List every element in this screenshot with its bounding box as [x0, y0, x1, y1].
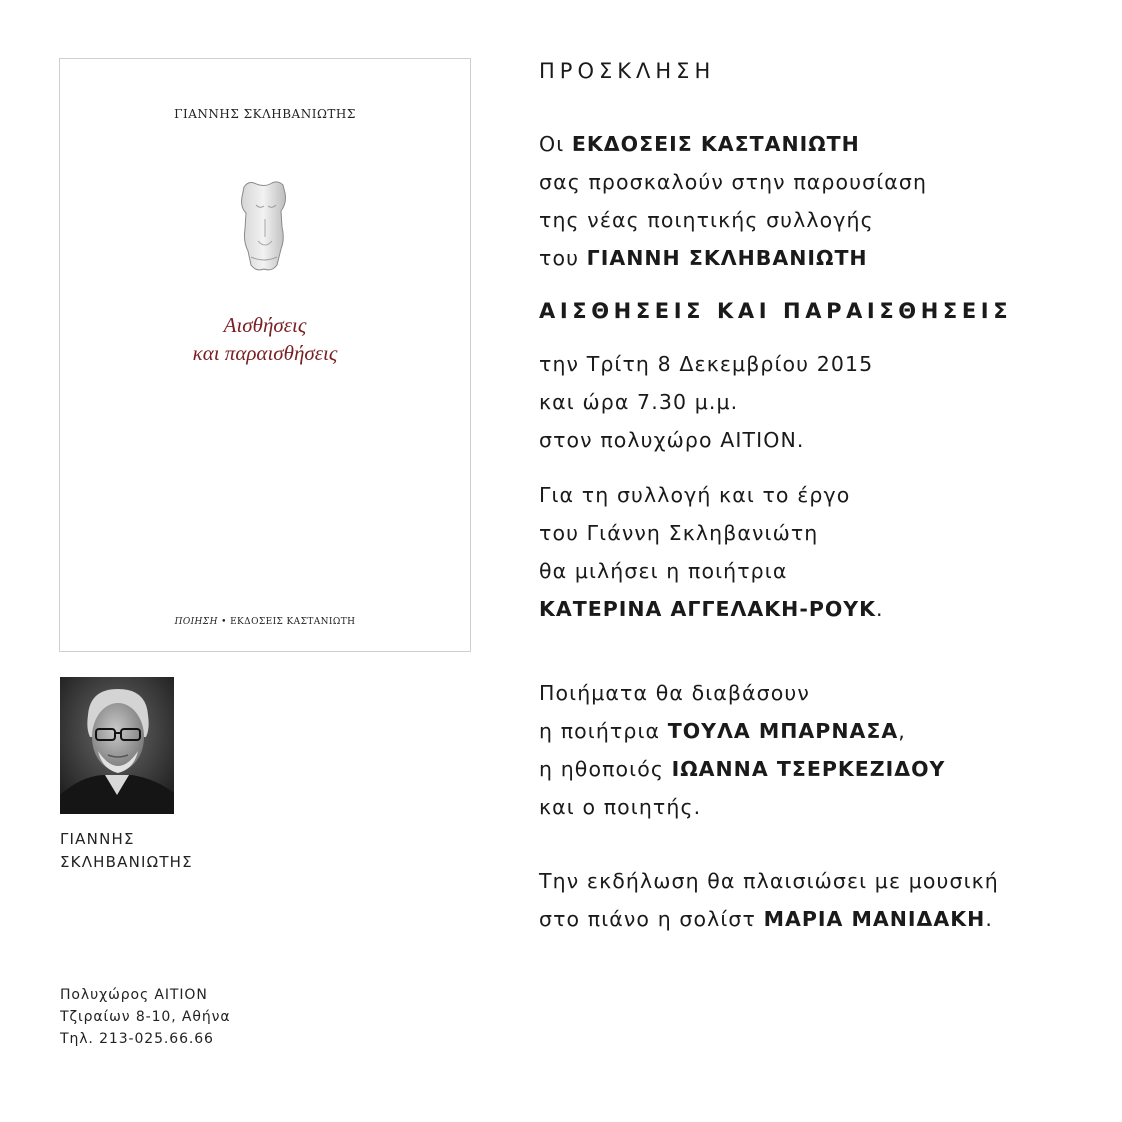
intro-line-4: [539, 239, 1099, 277]
music-line-2-post: .: [985, 907, 993, 931]
event-place: στον πολυχώρο ΑΙΤΙΟΝ.: [539, 428, 805, 452]
readers-line-4: και ο ποιητής.: [539, 795, 702, 819]
intro-line-2: σας προσκαλούν στην παρουσίαση: [539, 170, 928, 194]
book-cover-publisher: ΕΚΔΟΣΕΙΣ ΚΑΣΤΑΝΙΩΤΗ: [230, 617, 356, 627]
venue-phone: Τηλ. 213-025.66.66: [60, 1031, 214, 1047]
speaker-name: ΚΑΤΕΡΙΝΑ ΑΓΓΕΛΑΚΗ-ΡΟΥΚ: [539, 597, 877, 621]
readers-line-1: Ποιήματα θα διαβάσουν: [539, 681, 810, 705]
venue-address: Τζιραίων 8-10, Αθήνα: [60, 1009, 231, 1025]
book-cover-category: ΠΟΙΗΣΗ: [174, 617, 218, 627]
event-time: και ώρα 7.30 μ.μ.: [539, 390, 739, 414]
music-paragraph: [539, 862, 1099, 938]
poet-name: ΓΙΑΝΝΗ ΣΚΛΗΒΑΝΙΩΤΗ: [586, 246, 868, 270]
book-cover-title-line1: Αισθήσεις: [223, 313, 307, 337]
book-cover-separator: •: [221, 617, 227, 627]
invitation-heading: ΠΡΟΣΚΛΗΣΗ: [539, 59, 716, 83]
book-cover-author: ΓΙΑΝΝΗΣ ΣΚΛΗΒΑΝΙΩΤΗΣ: [174, 107, 356, 121]
book-cover-footer: [60, 617, 470, 627]
publisher-name: ΕΚΔΟΣΕΙΣ ΚΑΣΤΑΝΙΩΤΗ: [571, 132, 860, 156]
author-name: [60, 828, 193, 874]
book-cover-title: [60, 311, 470, 367]
venue-name: Πολυχώρος ΑΙΤΙΟΝ: [60, 987, 208, 1003]
speaker-line-4-post: .: [876, 597, 884, 621]
intro-line-1: [539, 125, 1099, 163]
book-cover-title-line2: και παραισθήσεις: [192, 341, 338, 365]
torso-sculpture-illustration: [234, 179, 294, 274]
invitation-intro: [539, 125, 1099, 277]
readers-line-3-pre: η ηθοποιός: [539, 757, 672, 781]
speaker-paragraph: [539, 476, 1099, 628]
speaker-line-2: του Γιάννη Σκληβανιώτη: [539, 521, 819, 545]
collection-title: ΑΙΣΘΗΣΕΙΣ ΚΑΙ ΠΑΡΑΙΣΘΗΣΕΙΣ: [539, 299, 1013, 323]
reader-2-name: ΙΩΑΝΝΑ ΤΣΕΡΚΕΖΙΔΟΥ: [671, 757, 946, 781]
event-date: την Τρίτη 8 Δεκεμβρίου 2015: [539, 352, 874, 376]
readers-line-2-pre: η ποιήτρια: [539, 719, 668, 743]
music-line-1: Την εκδήλωση θα πλαισιώσει με μουσική: [539, 869, 999, 893]
readers-line-3: [539, 750, 1099, 788]
venue-info: [60, 984, 231, 1050]
author-photo: [60, 677, 174, 814]
event-datetime: [539, 345, 1099, 459]
music-line-2-pre: στο πιάνο η σολίστ: [539, 907, 764, 931]
music-line-2: [539, 900, 1099, 938]
soloist-name: ΜΑΡΙΑ ΜΑΝΙΔΑΚΗ: [763, 907, 986, 931]
intro-line-1-pre: Οι: [539, 132, 572, 156]
intro-line-4-pre: του: [539, 246, 587, 270]
reader-1-name: ΤΟΥΛΑ ΜΠΑΡΝΑΣΑ: [667, 719, 899, 743]
readers-line-2: [539, 712, 1099, 750]
author-last-name: ΣΚΛΗΒΑΝΙΩΤΗΣ: [60, 853, 193, 871]
speaker-line-4: [539, 590, 1099, 628]
readers-paragraph: [539, 674, 1099, 826]
author-first-name: ΓΙΑΝΝΗΣ: [60, 830, 135, 848]
speaker-line-1: Για τη συλλογή και το έργο: [539, 483, 851, 507]
speaker-line-3: θα μιλήσει η ποιήτρια: [539, 559, 788, 583]
book-cover: [59, 58, 471, 652]
readers-line-2-post: ,: [898, 719, 906, 743]
intro-line-3: της νέας ποιητικής συλλογής: [539, 208, 874, 232]
